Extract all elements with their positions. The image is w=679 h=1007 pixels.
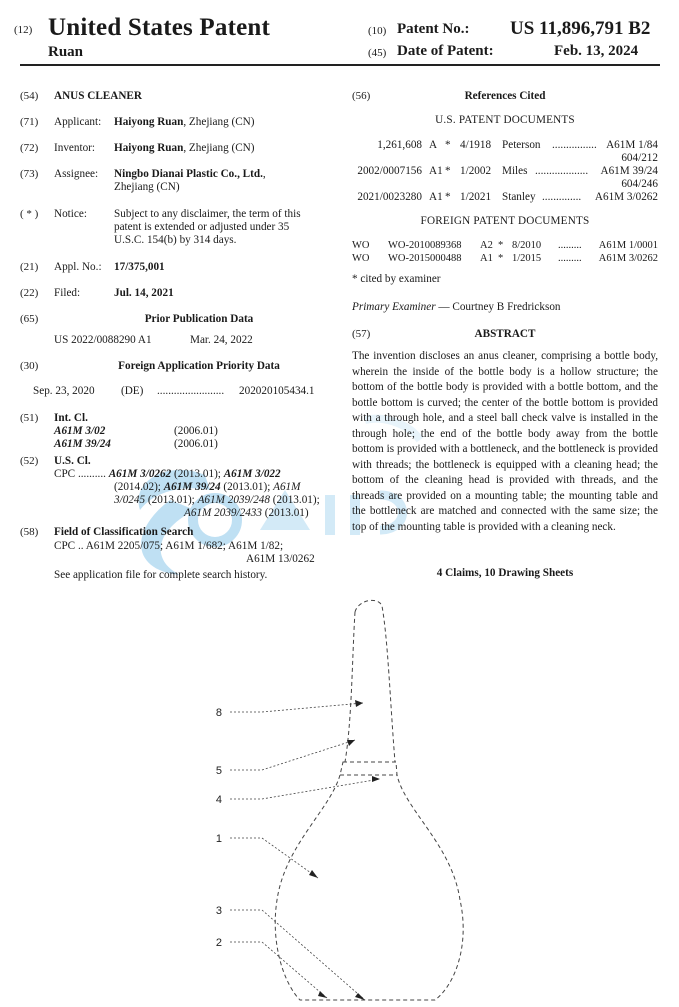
us-doc-kind: A1 — [429, 165, 443, 177]
appl-no-value: 17/375,001 — [114, 261, 165, 273]
us-cl-class-e: A61M 2039/248 — [197, 494, 270, 506]
us-doc-class-2: 604/212 — [621, 152, 658, 164]
foreign-doc-class: A61M 1/0001 — [598, 240, 658, 251]
notice-line-3: U.S.C. 154(b) by 314 days. — [114, 234, 237, 246]
us-doc-class: A61M 39/24 — [600, 165, 658, 177]
us-doc-number: 2021/0023280 — [357, 191, 422, 203]
primary-examiner — [352, 301, 561, 315]
us-doc-row-3 — [352, 191, 658, 205]
field-search-line-1: CPC .. A61M 2205/075; A61M 1/682; A61M 1/82; — [54, 540, 284, 552]
patent-no-code: (10) — [368, 25, 387, 37]
field-code-57: (57) — [352, 328, 371, 340]
inventor-label: Inventor: — [54, 142, 96, 154]
us-patent-docs-heading: U.S. PATENT DOCUMENTS — [435, 114, 575, 126]
cited-by-examiner: * cited by examiner — [352, 273, 441, 285]
field-code-54: (54) — [20, 90, 39, 102]
figure-label-2: 2 — [215, 937, 222, 949]
notice-line-1: Subject to any disclaimer, the term of this — [114, 208, 301, 220]
us-cl-heading: U.S. Cl. — [54, 455, 91, 467]
int-cl-version-1: (2006.01) — [174, 425, 218, 437]
us-cl-class-a: A61M 3/0262 — [108, 468, 172, 480]
header-rule — [20, 64, 660, 66]
inventor-surname: Ruan — [48, 44, 84, 60]
leader-8 — [230, 703, 363, 712]
us-doc-row-1 — [352, 139, 658, 153]
us-doc-dots: ................ — [552, 139, 597, 151]
int-cl-heading: Int. Cl. — [54, 412, 88, 424]
nozzle-left — [345, 612, 355, 762]
us-doc-star: * — [445, 139, 451, 151]
applicant-place: , Zhejiang (CN) — [183, 116, 255, 128]
foreign-doc-number: WO-2015000488 — [388, 253, 462, 264]
priority-country: (DE) — [121, 385, 144, 397]
nozzle-right — [355, 600, 395, 762]
us-cl-date-c: (2013.01); — [220, 481, 274, 493]
inventor-place: , Zhejiang (CN) — [183, 142, 255, 154]
field-search-heading: Field of Classification Search — [54, 526, 194, 538]
arrow-3 — [355, 993, 365, 1000]
examiner-label: Primary Examiner — [352, 301, 436, 313]
foreign-priority-heading: Foreign Application Priority Data — [118, 360, 280, 372]
appl-no-label: Appl. No.: — [54, 261, 102, 273]
field-code-30: (30) — [20, 360, 39, 372]
assignee-line2: Zhejiang (CN) — [114, 181, 180, 193]
foreign-doc-kind: A1 — [480, 253, 493, 264]
foreign-doc-date: 8/2010 — [512, 240, 542, 251]
leader-lines — [230, 703, 380, 1000]
foreign-doc-row-1 — [352, 239, 658, 253]
leader-4 — [230, 779, 380, 799]
foreign-doc-number: WO-2010089368 — [388, 240, 462, 251]
us-doc-row-1-sub — [352, 152, 658, 166]
inventor-value — [114, 142, 254, 156]
field-code-21: (21) — [20, 261, 39, 273]
foreign-doc-dots: ......... — [558, 253, 582, 264]
bottle-body — [275, 775, 463, 1000]
patent-date: Feb. 13, 2024 — [554, 43, 639, 59]
us-doc-number: 2002/0007156 — [357, 165, 422, 177]
us-doc-number: 1,261,608 — [377, 139, 422, 151]
figure-label-4: 4 — [215, 794, 222, 806]
assignee-label: Assignee: — [54, 168, 99, 180]
us-cl-date-e: (2013.01); — [270, 494, 320, 506]
foreign-doc-country: WO — [352, 240, 370, 251]
notice-label: Notice: — [54, 208, 87, 220]
us-cl-date-d: (2013.01); — [145, 494, 198, 506]
applicant-name: Haiyong Ruan — [114, 116, 184, 128]
us-doc-date: 1/2021 — [460, 191, 492, 203]
us-doc-class: A61M 1/84 — [606, 139, 658, 151]
us-doc-dots: ................... — [535, 165, 589, 177]
priority-date: Sep. 23, 2020 — [33, 385, 95, 397]
applicant-label: Applicant: — [54, 116, 102, 128]
us-doc-name: Peterson — [502, 139, 541, 151]
arrow-5 — [347, 740, 355, 746]
us-doc-dots: .............. — [542, 191, 582, 203]
leader-2 — [230, 942, 327, 998]
applicant-value — [114, 116, 254, 130]
us-cl-line-4 — [184, 507, 309, 521]
claims-sheets: 4 Claims, 10 Drawing Sheets — [436, 567, 574, 579]
prior-pub-heading: Prior Publication Data — [144, 313, 254, 325]
us-cl-class-c: A61M 39/24 — [163, 481, 221, 493]
foreign-docs-heading: FOREIGN PATENT DOCUMENTS — [420, 215, 590, 227]
figure-label-5: 5 — [215, 765, 222, 777]
us-doc-star: * — [445, 165, 451, 177]
field-code-56: (56) — [352, 90, 371, 102]
us-doc-name: Miles — [502, 165, 528, 177]
us-doc-class: A61M 3/0262 — [594, 191, 658, 203]
us-cl-class-d: A61M — [273, 481, 301, 493]
field-code-notice: ( * ) — [20, 208, 39, 220]
field-search-note: See application file for complete search history. — [54, 569, 268, 581]
field-code-71: (71) — [20, 116, 39, 128]
us-doc-date: 4/1918 — [460, 139, 492, 151]
patent-number: US 11,896,791 B2 — [510, 18, 651, 39]
abstract-heading: ABSTRACT — [474, 328, 536, 340]
us-cl-line-1 — [54, 468, 281, 482]
arrow-8 — [355, 700, 363, 707]
foreign-doc-star: * — [498, 253, 504, 264]
foreign-doc-dots: ......... — [558, 240, 582, 251]
us-cl-date-f: (2013.01) — [262, 507, 309, 519]
bottle-outline — [275, 600, 463, 1000]
mounting-table — [340, 762, 397, 775]
arrow-4 — [372, 776, 380, 782]
field-code-58: (58) — [20, 526, 39, 538]
assignee-name: Ningbo Dianai Plastic Co., Ltd. — [114, 168, 263, 180]
us-cl-cpc-prefix: CPC .......... — [54, 468, 106, 480]
inventor-name: Haiyong Ruan — [114, 142, 184, 154]
int-cl-class-2: A61M 39/24 — [54, 438, 111, 450]
notice-line-2: patent is extended or adjusted under 35 — [114, 221, 290, 233]
us-doc-kind: A — [429, 139, 438, 151]
arrow-1 — [309, 870, 318, 878]
us-cl-line-2 — [114, 481, 300, 495]
leader-3 — [230, 910, 365, 1000]
us-doc-row-2 — [352, 165, 658, 179]
references-heading: References Cited — [464, 90, 546, 102]
prior-pub-date: Mar. 24, 2022 — [190, 334, 253, 346]
invention-title: ANUS CLEANER — [54, 90, 142, 102]
document-type-title: United States Patent — [48, 14, 271, 41]
examiner-name: — Courtney B Fredrickson — [435, 301, 561, 313]
assignee-comma: , — [262, 168, 266, 180]
field-code-52: (52) — [20, 455, 39, 467]
int-cl-version-2: (2006.01) — [174, 438, 218, 450]
assignee-line1 — [114, 168, 266, 182]
patent-no-label: Patent No.: — [397, 21, 470, 37]
us-doc-name: Stanley — [502, 191, 536, 203]
figure-label-8: 8 — [215, 707, 222, 719]
date-code: (45) — [368, 47, 387, 59]
arrow-2 — [318, 991, 327, 998]
prior-pub-number: US 2022/0088290 A1 — [54, 334, 152, 346]
filed-label: Filed: — [54, 287, 81, 299]
us-cl-date-b: (2014.02); — [114, 481, 164, 493]
us-doc-row-2-sub — [352, 178, 658, 192]
field-search-line-2: A61M 13/0262 — [246, 553, 315, 565]
field-code-65: (65) — [20, 313, 39, 325]
us-cl-class-f: A61M 2039/2433 — [184, 507, 262, 519]
abstract-text: The invention discloses an anus cleaner, comprising a bottle body, wherein the inside of the bottle body is a hollow structure; the bottom of the bottle body is provided with a bottle bottom, and the bottle bottom is curved; the center of the bottle bottom is provided with a through hole, and a steel ball check valve is installed in the through hole; the end of the bottle body away from the bottle bottom is provided with a bottleneck, and the bottleneck is provided with threads; the bottleneck is equipped with a cleaning head; the bottom of the cleaning head is provided with threads, and the threads are provided on a mounting table; the mounting table and the bottleneck are matched and connected with the same size; the top of the mounting table is provided with a cleaning neck. — [352, 350, 658, 533]
foreign-doc-row-2 — [352, 252, 658, 266]
foreign-doc-date: 1/2015 — [512, 253, 542, 264]
int-cl-class-1: A61M 3/02 — [54, 425, 106, 437]
us-cl-line-3 — [114, 494, 320, 508]
field-code-73: (73) — [20, 168, 39, 180]
foreign-doc-star: * — [498, 240, 504, 251]
figure-label-1: 1 — [215, 833, 222, 845]
arrowheads — [309, 700, 380, 1000]
date-label: Date of Patent: — [397, 43, 494, 59]
us-cl-class-d2: 3/0245 — [114, 494, 146, 506]
kind-code-12: (12) — [14, 24, 33, 36]
us-cl-date-a: (2013.01); — [171, 468, 224, 480]
priority-number: 202020105434.1 — [239, 385, 315, 397]
filed-value: Jul. 14, 2021 — [114, 287, 174, 299]
foreign-doc-kind: A2 — [480, 240, 493, 251]
us-doc-class-2: 604/246 — [621, 178, 658, 190]
leader-1 — [230, 838, 318, 878]
field-code-22: (22) — [20, 287, 39, 299]
us-cl-class-b: A61M 3/022 — [223, 468, 281, 480]
field-code-72: (72) — [20, 142, 39, 154]
us-doc-kind: A1 — [429, 191, 443, 203]
foreign-doc-country: WO — [352, 253, 370, 264]
leader-5 — [230, 740, 355, 770]
field-code-51: (51) — [20, 412, 39, 424]
figure-label-3: 3 — [215, 905, 222, 917]
us-doc-date: 1/2002 — [460, 165, 492, 177]
priority-dots: ........................ — [157, 385, 225, 397]
us-doc-star: * — [445, 191, 451, 203]
patent-figure — [0, 590, 679, 1007]
foreign-doc-class: A61M 3/0262 — [598, 253, 658, 264]
